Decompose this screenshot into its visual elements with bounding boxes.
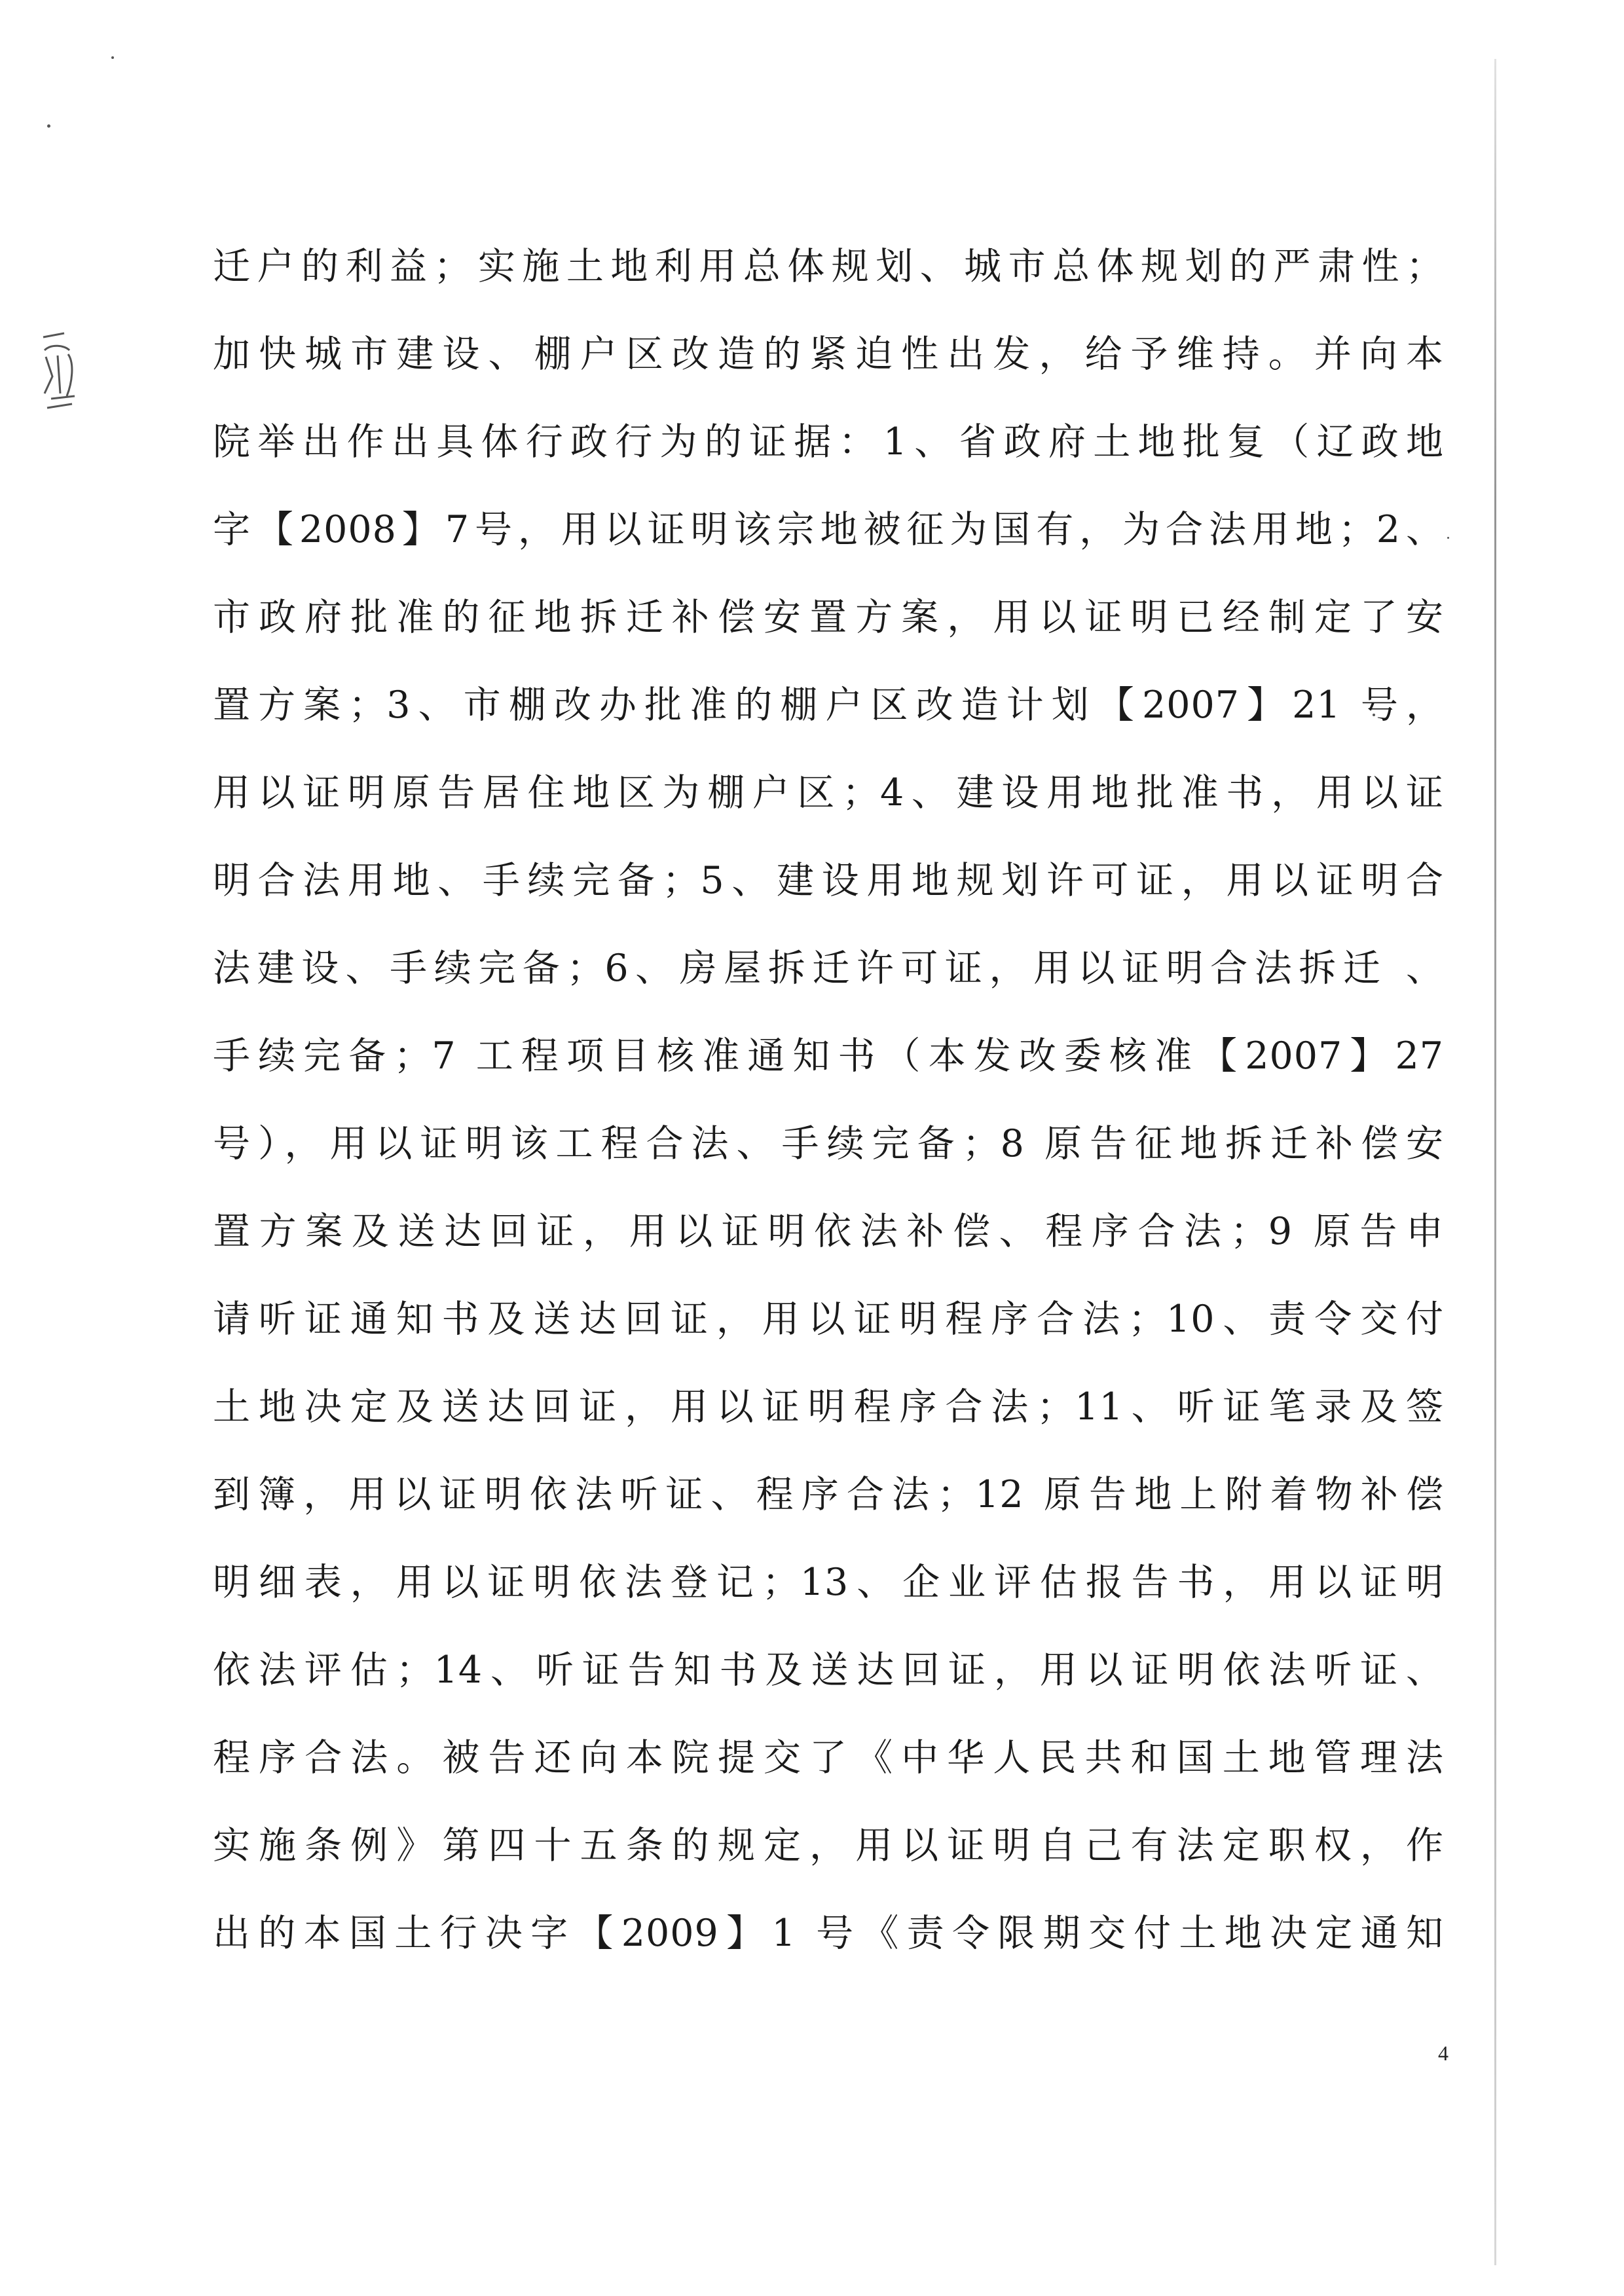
text-line: 土地决定及送达回证，用以证明程序合法；11、听证笔录及签	[213, 1385, 1444, 1429]
scan-speck	[47, 124, 50, 128]
body-text	[213, 223, 1444, 1977]
text-line: 法建设、手续完备；6、房屋拆迁许可证，用以证明合法拆迁 、	[213, 947, 1444, 990]
text-line: 请听证通知书及送达回证，用以证明程序合法；10、责令交付	[213, 1298, 1444, 1341]
text-line: 用以证明原告居住地区为棚户区；4、建设用地批准书，用以证	[213, 771, 1444, 814]
page-number: 4	[1438, 2041, 1449, 2065]
text-line: 手续完备；7 工程项目核准通知书（本发改委核准【2007】27	[213, 1034, 1444, 1078]
text-line: 加快城市建设、棚户区改造的紧迫性出发，给予维持。并向本	[213, 333, 1444, 376]
scan-speck	[111, 56, 114, 59]
text-line: 置方案及送达回证，用以证明依法补偿、程序合法；9 原告申	[213, 1210, 1444, 1253]
text-line: 置方案；3、市棚改办批准的棚户区改造计划【2007】21 号，	[213, 683, 1444, 727]
text-line: 出的本国土行决字【2009】1 号《责令限期交付土地决定通知	[213, 1912, 1444, 1955]
text-line: 字【2008】7号，用以证明该宗地被征为国有，为合法用地；2、	[213, 508, 1444, 551]
text-line: 到簿，用以证明依法听证、程序合法；12 原告地上附着物补偿	[213, 1473, 1444, 1516]
text-line: 院举出作出具体行政行为的证据：1、省政府土地批复（辽政地	[213, 420, 1444, 464]
text-line: 市政府批准的征地拆迁补偿安置方案，用以证明已经制定了安	[213, 596, 1444, 639]
scan-speck	[1447, 537, 1449, 539]
margin-stamp-mark	[38, 331, 84, 416]
text-line: 迁户的利益；实施土地利用总体规划、城市总体规划的严肃性；	[213, 245, 1444, 288]
text-line: 号），用以证明该工程合法、手续完备；8 原告征地拆迁补偿安	[213, 1122, 1444, 1165]
text-line: 明细表，用以证明依法登记；13、企业评估报告书，用以证明	[213, 1561, 1444, 1604]
text-line: 依法评估；14、听证告知书及送达回证，用以证明依法听证、	[213, 1649, 1444, 1692]
scan-edge-line	[1494, 59, 1496, 2265]
text-line: 实施条例》第四十五条的规定，用以证明自己有法定职权，作	[213, 1824, 1444, 1867]
text-line: 明合法用地、手续完备；5、建设用地规划许可证，用以证明合	[213, 859, 1444, 902]
text-line: 程序合法。被告还向本院提交了《中华人民共和国土地管理法	[213, 1736, 1444, 1779]
